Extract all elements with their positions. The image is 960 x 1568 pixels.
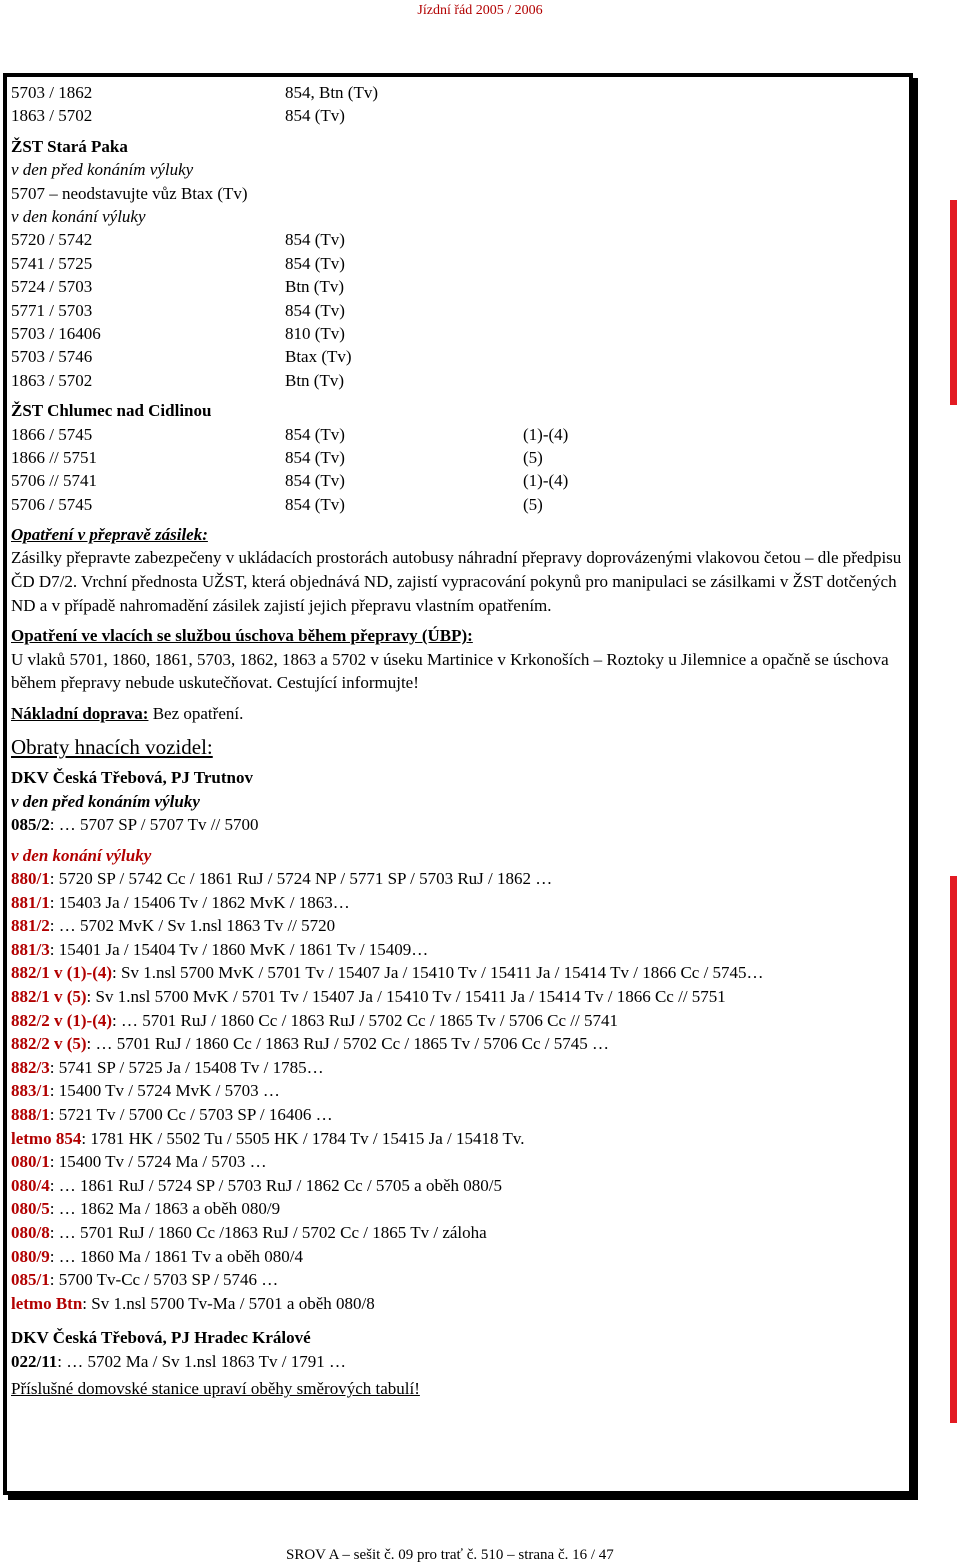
section-title: Opatření v přepravě zásilek: xyxy=(11,525,208,545)
rotation-row: letmo Btn: Sv 1.nsl 5700 Tv-Ma / 5701 a oběh 080/8 xyxy=(11,1293,375,1313)
subheading: v den před konáním výluky xyxy=(11,791,200,811)
rotation-row: 880/1: 5720 SP / 5742 Cc / 1861 RuJ / 5724 NP / 5771 SP / 5703 RuJ / 1862 … xyxy=(11,869,553,889)
rotation-row: 080/1: 15400 Tv / 5724 Ma / 5703 … xyxy=(11,1152,267,1172)
rotation-row: 881/1: 15403 Ja / 15406 Tv / 1862 MvK / 1863… xyxy=(11,892,350,912)
depot-heading: DKV Česká Třebová, PJ Trutnov xyxy=(11,768,253,788)
subheading: v den konání výluky xyxy=(11,845,152,865)
table-row: 5724 / 5703 Btn (Tv) xyxy=(11,277,345,297)
rotation-row: 888/1: 5721 Tv / 5700 Cc / 5703 SP / 16406 … xyxy=(11,1104,333,1124)
table-row: 5703 / 1862 854, Btn (Tv) xyxy=(11,83,379,102)
change-marker-bar xyxy=(950,200,957,405)
rotation-row: 881/3: 15401 Ja / 15404 Tv / 1860 MvK / 1861 Tv / 15409… xyxy=(11,939,429,959)
change-marker-bar xyxy=(950,876,957,1423)
table-row: 5706 / 5745 854 (Tv) (5) xyxy=(11,494,543,514)
rotation-row: 882/3: 5741 SP / 5725 Ja / 15408 Tv / 1785… xyxy=(11,1057,324,1077)
rotation-row: 080/9: … 1860 Ma / 1861 Tv a oběh 080/4 xyxy=(11,1246,303,1266)
table-row: 1866 / 5745 854 (Tv) (1)-(4) xyxy=(11,424,569,444)
section-title: ŽST Stará Paka xyxy=(11,136,128,156)
section-title: Obraty hnacích vozidel: xyxy=(11,735,213,760)
table-row: 5720 / 5742 854 (Tv) xyxy=(11,230,345,250)
table-row: 5771 / 5703 854 (Tv) xyxy=(11,300,345,320)
rotation-row: 882/1 v (5): Sv 1.nsl 5700 MvK / 5701 Tv / 15407 Ja / 15410 Tv / 15411 Ja / 15414 Tv / 1866 Cc // 5751 xyxy=(11,986,726,1006)
table-row: 5706 // 5741 854 (Tv) (1)-(4) xyxy=(11,471,569,491)
page-footer: SROV A – sešit č. 09 pro trať č. 510 – strana č. 16 / 47 xyxy=(286,1547,614,1563)
content-frame xyxy=(3,73,913,1495)
depot-heading: DKV Česká Třebová, PJ Hradec Králové xyxy=(11,1328,311,1348)
table-row: 1866 // 5751 854 (Tv) (5) xyxy=(11,447,543,467)
subheading: v den před konáním výluky xyxy=(11,160,194,180)
note: 5707 – neodstavujte vůz Btax (Tv) xyxy=(11,183,248,203)
table-row: 1863 / 5702 Btn (Tv) xyxy=(11,370,345,390)
section-title: ŽST Chlumec nad Cidlinou xyxy=(11,401,212,421)
table-row: 5741 / 5725 854 (Tv) xyxy=(11,253,345,273)
table-row: 1863 / 5702 854 (Tv) xyxy=(11,106,345,126)
subheading: v den konání výluky xyxy=(11,206,146,226)
paragraph: U vlaků 5701, 1860, 1861, 5703, 1862, 1863 a 5702 v úseku Martinice v Krkonoších – Roztoky u Jilemnice a opačně se úschova během přepravy nebude uskutečňovat. Cestující informujte! xyxy=(11,649,889,693)
paragraph: Zásilky přepravte zabezpečeny v ukládacích prostorách autobusy náhradní přepravy doprovázenými vlakovou četou – dle předpisu ČD D7/2. Vrchní přednosta UŽST, která objednává ND, zajistí vypracování pokynů pro manipulaci se zásilkami v ŽST dotčených ND a v případě nahromadění zásilek zajistí jejich přepravu vlastním opatřením. xyxy=(11,548,902,615)
freight-note: Nákladní doprava: Bez opatření. xyxy=(11,703,244,723)
rotation-row: 883/1: 15400 Tv / 5724 MvK / 5703 … xyxy=(11,1081,280,1101)
table-row: 5703 / 16406 810 (Tv) xyxy=(11,323,345,343)
rotation-row: 080/4: … 1861 RuJ / 5724 SP / 5703 RuJ / 1862 Cc / 5705 a oběh 080/5 xyxy=(11,1175,502,1195)
rotation-row: letmo 854: 1781 HK / 5502 Tu / 5505 HK / 1784 Tv / 15415 Ja / 15418 Tv. xyxy=(11,1128,525,1148)
rotation-row: 882/2 v (5): … 5701 RuJ / 1860 Cc / 1863 RuJ / 5702 Cc / 1865 Tv / 5706 Cc / 5745 … xyxy=(11,1034,609,1054)
rotation-row: 882/1 v (1)-(4): Sv 1.nsl 5700 MvK / 5701 Tv / 15407 Ja / 15410 Tv / 15411 Ja / 15414 Tv / 1866 Cc / 5745… xyxy=(11,963,764,983)
page-header: Jízdní řád 2005 / 2006 xyxy=(417,3,543,18)
rotation-row: 085/1: 5700 Tv-Cc / 5703 SP / 5746 … xyxy=(11,1270,279,1290)
rotation-row: 881/2: … 5702 MvK / Sv 1.nsl 1863 Tv // 5720 xyxy=(11,916,336,936)
table-row: 5703 / 5746 Btax (Tv) xyxy=(11,347,352,367)
closing-note: Příslušné domovské stanice upraví oběhy směrových tabulí! xyxy=(11,1379,420,1399)
rotation-row: 080/5: … 1862 Ma / 1863 a oběh 080/9 xyxy=(11,1199,281,1219)
rotation-row: 882/2 v (1)-(4): … 5701 RuJ / 1860 Cc / 1863 RuJ / 5702 Cc / 1865 Tv / 5706 Cc // 5741 xyxy=(11,1010,618,1030)
section-title: Opatření ve vlacích se službou úschova během přepravy (ÚBP): xyxy=(11,626,473,646)
rotation-row: 085/2: … 5707 SP / 5707 Tv // 5700 xyxy=(11,815,259,835)
rotation-row: 080/8: … 5701 RuJ / 1860 Cc /1863 RuJ / 5702 Cc / 1865 Tv / záloha xyxy=(11,1222,487,1242)
rotation-row: 022/11: … 5702 Ma / Sv 1.nsl 1863 Tv / 1791 … xyxy=(11,1351,346,1371)
